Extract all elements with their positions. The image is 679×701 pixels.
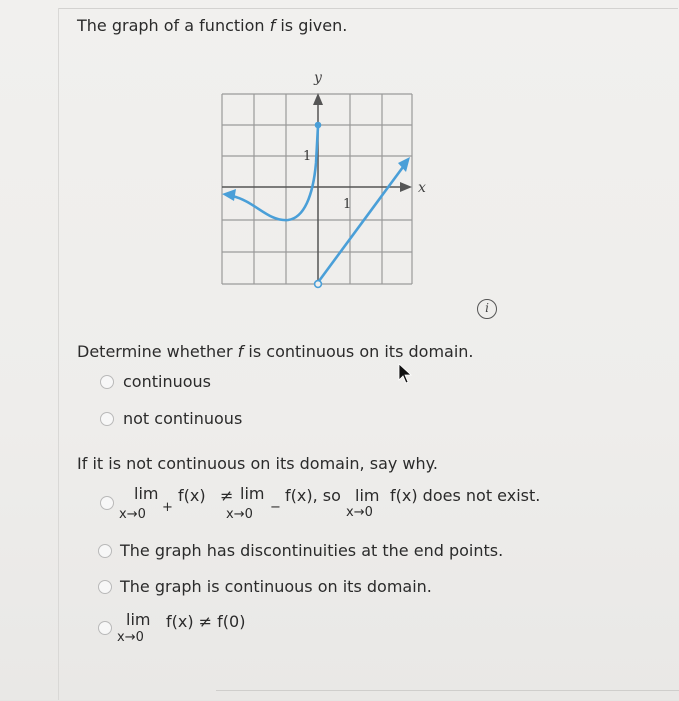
open-point-bottom <box>315 281 322 288</box>
mouse-cursor-icon <box>397 363 413 385</box>
radio-not-continuous[interactable] <box>100 412 114 426</box>
opt1-fx1: f(x) <box>178 486 206 505</box>
opt4-sub: x→0 <box>117 630 144 645</box>
curve-left-branch <box>232 126 318 220</box>
opt4-lim: lim <box>126 610 151 629</box>
part1-prompt-prefix: Determine whether <box>77 342 238 361</box>
part2-prompt: If it is not continuous on its domain, say why. <box>77 454 438 473</box>
opt1-lim2: lim <box>240 484 265 503</box>
radio-reason-endpoints[interactable] <box>98 544 112 558</box>
y-axis-label: y <box>314 70 322 86</box>
open-point-top <box>315 122 322 129</box>
part1-prompt-var: f <box>237 342 244 361</box>
opt1-fx3: f(x) does not exist. <box>390 486 541 505</box>
opt1-lim3: lim <box>355 486 380 505</box>
option-endpoints-label[interactable]: The graph has discontinuities at the end points. <box>120 541 504 560</box>
radio-reason-one-sided-limits[interactable] <box>100 496 114 510</box>
left-branch-arrow <box>222 189 236 201</box>
opt1-lim1: lim <box>134 484 159 503</box>
opt1-fx2: f(x), so <box>285 486 341 505</box>
x-tick-label: 1 <box>343 197 352 212</box>
y-tick-label: 1 <box>303 149 312 164</box>
option-continuous-label[interactable]: continuous <box>123 372 211 391</box>
option-continuous-domain-label[interactable]: The graph is continuous on its domain. <box>120 577 432 596</box>
part1-prompt <box>77 342 474 361</box>
radio-reason-limit-neq-value[interactable] <box>98 621 112 635</box>
question-prompt-prefix: The graph of a function <box>77 16 270 35</box>
x-axis-arrow <box>400 182 412 192</box>
option-not-continuous-label[interactable]: not continuous <box>123 409 243 428</box>
opt1-sub2: x→0 <box>226 507 253 522</box>
y-axis-arrow <box>313 93 323 105</box>
line-right-branch <box>319 167 403 281</box>
question-prompt-suffix: is given. <box>275 16 348 35</box>
opt4-text: f(x) ≠ f(0) <box>166 612 246 631</box>
radio-continuous[interactable] <box>100 375 114 389</box>
question-prompt-var: f <box>269 16 276 35</box>
opt1-sup2: − <box>270 500 281 515</box>
function-graph <box>0 0 679 300</box>
opt1-neq: ≠ <box>220 486 234 505</box>
opt1-sub1: x→0 <box>119 507 146 522</box>
radio-reason-continuous[interactable] <box>98 580 112 594</box>
opt1-sub3: x→0 <box>346 505 373 520</box>
x-axis-label: x <box>418 180 426 196</box>
bottom-divider <box>216 690 679 701</box>
opt1-sup1: + <box>162 500 173 515</box>
part1-prompt-suffix: is continuous on its domain. <box>243 342 474 361</box>
info-icon[interactable]: i <box>477 299 497 319</box>
